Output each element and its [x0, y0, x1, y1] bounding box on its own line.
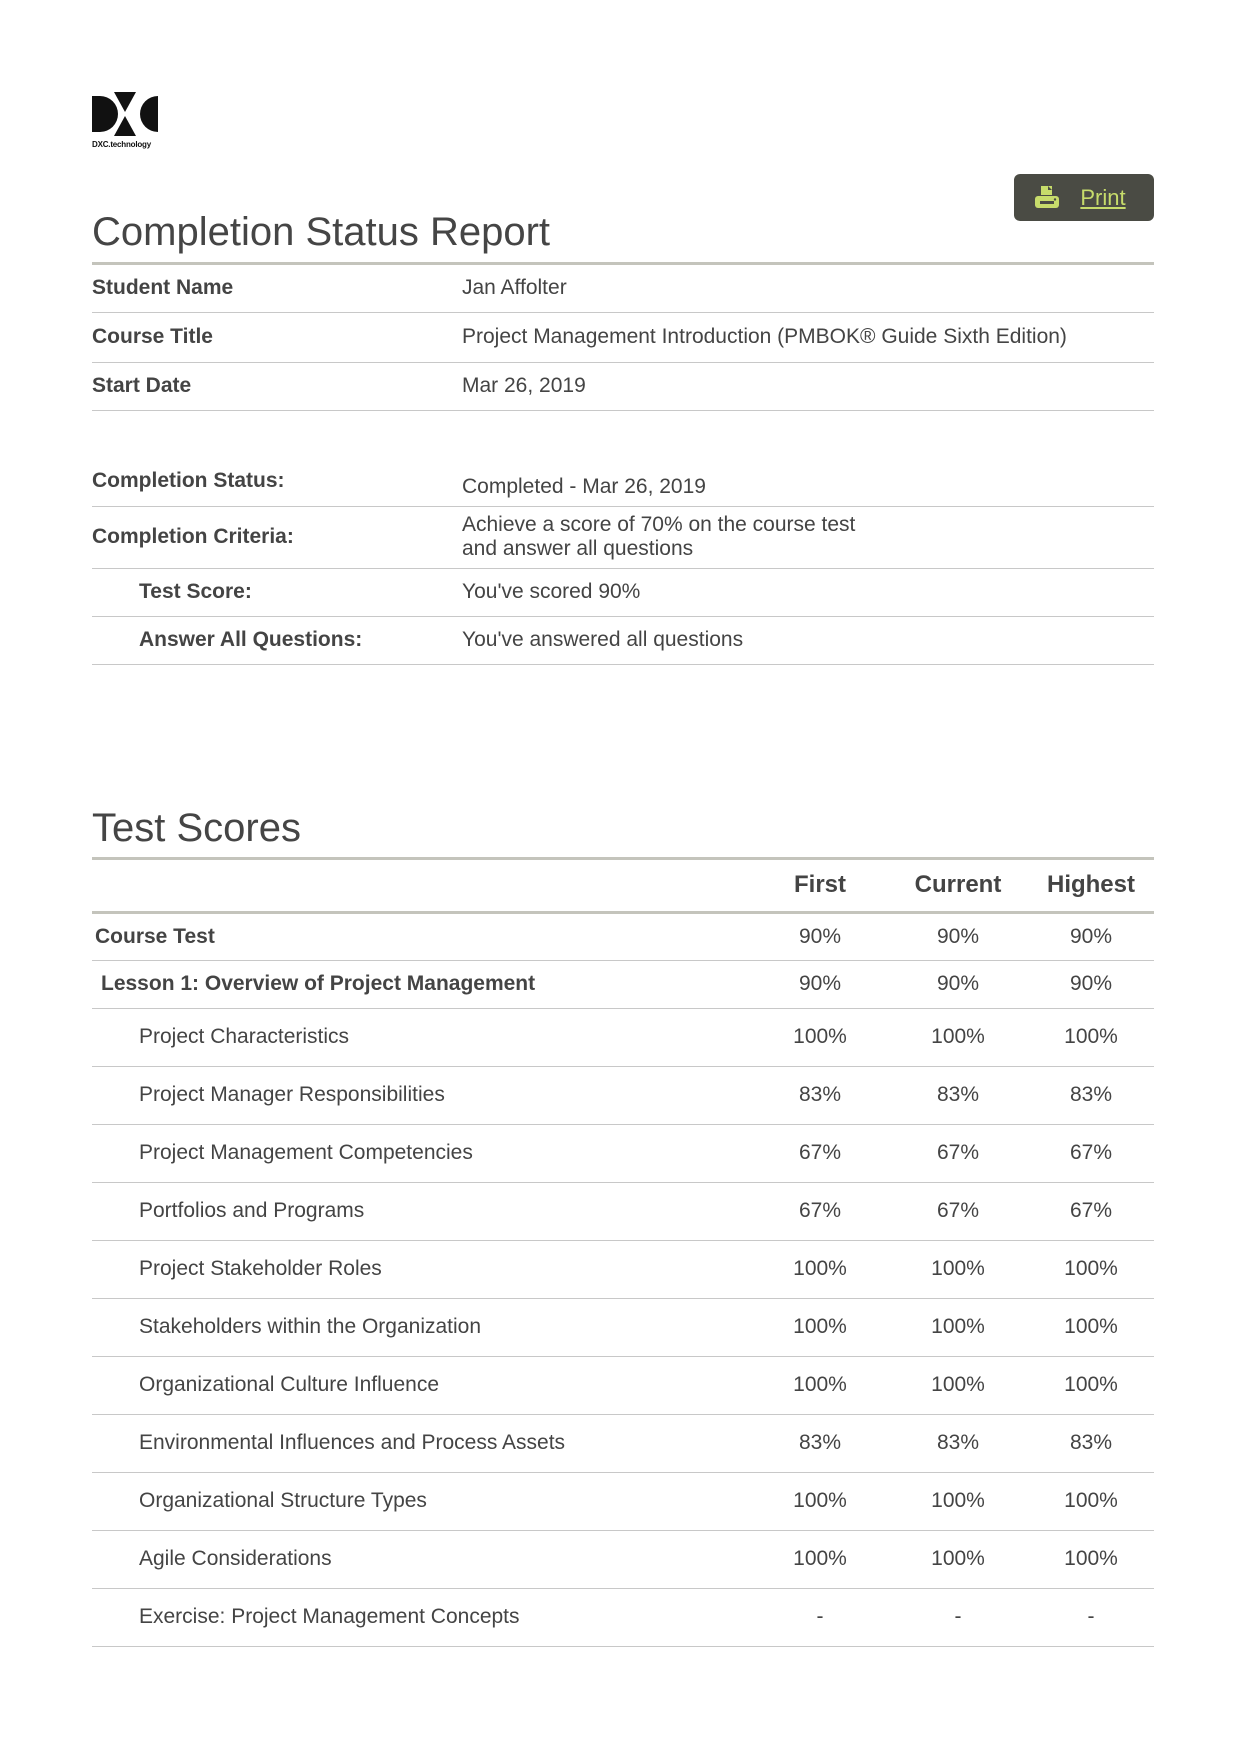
score-highest: 100% — [1028, 1530, 1154, 1588]
scores-title: Test Scores — [92, 806, 301, 850]
answer-all-row — [92, 616, 1154, 664]
score-first: 83% — [752, 1066, 888, 1124]
score-highest: 67% — [1028, 1124, 1154, 1182]
score-first: 90% — [752, 912, 888, 960]
score-highest: 90% — [1028, 912, 1154, 960]
header-blank — [92, 860, 752, 912]
detail-value: Project Management Introduction (PMBOK® Guide Sixth Edition) — [462, 312, 1154, 362]
row-value: Completed - Mar 26, 2019 — [462, 456, 1154, 506]
row-label: Completion Status: — [92, 456, 462, 506]
score-highest: 100% — [1028, 1298, 1154, 1356]
print-label[interactable]: Print — [1080, 184, 1126, 210]
score-row-name: Organizational Culture Influence — [92, 1356, 752, 1414]
detail-label: Start Date — [92, 362, 462, 410]
score-row-name: Organizational Structure Types — [92, 1472, 752, 1530]
score-current: 100% — [888, 1530, 1028, 1588]
score-first: 100% — [752, 1298, 888, 1356]
score-highest: 100% — [1028, 1356, 1154, 1414]
score-first: 100% — [752, 1240, 888, 1298]
score-row-name: Project Characteristics — [92, 1008, 752, 1066]
score-current: 83% — [888, 1066, 1028, 1124]
header-first: First — [793, 871, 846, 899]
score-current: 100% — [888, 1298, 1028, 1356]
score-highest: 90% — [1028, 960, 1154, 1008]
print-button[interactable] — [1014, 174, 1154, 221]
score-current: 83% — [888, 1414, 1028, 1472]
score-row — [92, 1298, 1154, 1356]
score-current: 100% — [888, 1240, 1028, 1298]
score-first: 67% — [752, 1182, 888, 1240]
detail-row — [92, 264, 1154, 312]
detail-row — [92, 312, 1154, 362]
criteria-line-2: and answer all questions — [462, 537, 694, 560]
score-row — [92, 1240, 1154, 1298]
score-row — [92, 1182, 1154, 1240]
header-current: Current — [914, 871, 1002, 899]
score-row — [92, 1472, 1154, 1530]
score-first: 83% — [752, 1414, 888, 1472]
score-first: 100% — [752, 1008, 888, 1066]
score-row-name: Exercise: Project Management Concepts — [92, 1588, 752, 1646]
detail-label: Student Name — [92, 264, 462, 312]
score-row — [92, 1124, 1154, 1182]
completion-table — [92, 456, 1154, 665]
score-row-name: Stakeholders within the Organization — [92, 1298, 752, 1356]
score-row — [92, 1356, 1154, 1414]
score-row — [92, 1008, 1154, 1066]
completion-status-row — [92, 456, 1154, 506]
row-label: Answer All Questions: — [92, 616, 462, 664]
detail-value: Jan Affolter — [462, 264, 1154, 312]
score-current: 90% — [888, 912, 1028, 960]
scores-table — [92, 860, 1154, 1647]
student-details-table — [92, 264, 1154, 411]
score-highest: 100% — [1028, 1240, 1154, 1298]
score-current: 100% — [888, 1356, 1028, 1414]
logo-caption: DXC.technology — [92, 140, 151, 149]
score-highest: 100% — [1028, 1472, 1154, 1530]
score-row — [92, 1414, 1154, 1472]
score-row-name: Project Management Competencies — [92, 1124, 752, 1182]
dxc-logo-mark — [92, 92, 158, 136]
printer-icon — [1034, 185, 1060, 211]
score-highest: 100% — [1028, 1008, 1154, 1066]
score-row-name: Portfolios and Programs — [92, 1182, 752, 1240]
score-row-name: Agile Considerations — [92, 1530, 752, 1588]
score-row-name: Project Manager Responsibilities — [92, 1066, 752, 1124]
score-row — [92, 1588, 1154, 1646]
score-row — [92, 1530, 1154, 1588]
scores-header-row — [92, 860, 1154, 912]
score-first: 67% — [752, 1124, 888, 1182]
score-current: 100% — [888, 1472, 1028, 1530]
row-value — [462, 506, 1154, 568]
score-row-name: Project Stakeholder Roles — [92, 1240, 752, 1298]
score-current: 67% — [888, 1124, 1028, 1182]
score-first: - — [752, 1588, 888, 1646]
criteria-line-1: Achieve a score of 70% on the course test — [462, 513, 856, 536]
row-value: You've answered all questions — [462, 616, 1154, 664]
score-first: 100% — [752, 1472, 888, 1530]
score-current: 90% — [888, 960, 1028, 1008]
score-highest: 83% — [1028, 1066, 1154, 1124]
score-first: 100% — [752, 1530, 888, 1588]
report-title: Completion Status Report — [92, 210, 551, 254]
score-first: 100% — [752, 1356, 888, 1414]
score-highest: 67% — [1028, 1182, 1154, 1240]
header-highest: Highest — [1046, 871, 1135, 899]
detail-label: Course Title — [92, 312, 462, 362]
test-score-row — [92, 568, 1154, 616]
dxc-logo — [92, 92, 162, 149]
score-row — [92, 1066, 1154, 1124]
score-current: 100% — [888, 1008, 1028, 1066]
row-value: You've scored 90% — [462, 568, 1154, 616]
completion-criteria-row — [92, 506, 1154, 568]
score-row-name: Lesson 1: Overview of Project Management — [92, 960, 752, 1008]
detail-value: Mar 26, 2019 — [462, 362, 1154, 410]
score-row — [92, 912, 1154, 960]
row-label: Completion Criteria: — [92, 506, 462, 568]
score-row-name: Course Test — [92, 912, 752, 960]
score-current: - — [888, 1588, 1028, 1646]
score-first: 90% — [752, 960, 888, 1008]
score-highest: - — [1028, 1588, 1154, 1646]
score-row — [92, 960, 1154, 1008]
score-row-name: Environmental Influences and Process Assets — [92, 1414, 752, 1472]
score-current: 67% — [888, 1182, 1028, 1240]
score-highest: 83% — [1028, 1414, 1154, 1472]
detail-row — [92, 362, 1154, 410]
row-label: Test Score: — [92, 568, 462, 616]
